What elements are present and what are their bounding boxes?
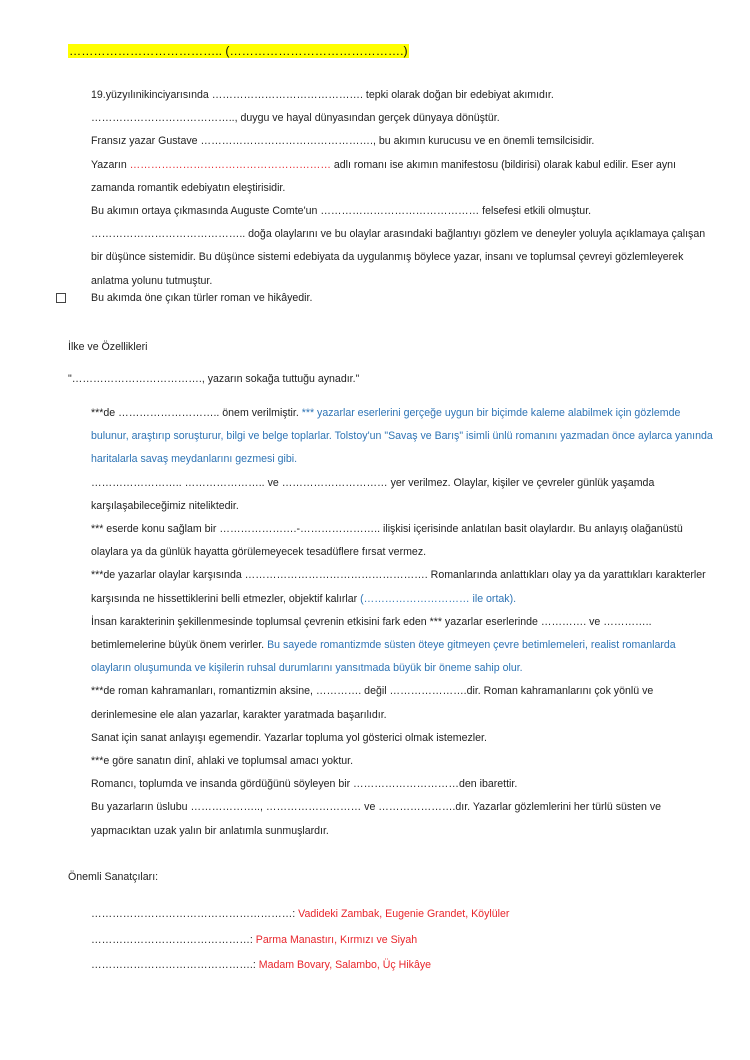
- property-note: Bu sayede romantizmde süsten öteye gitmeyen çevre betimlemeleri, realist romanlarda olayların oluşumunda ve kişilerin ruhsal durumlarını yansıtmada büyük bir öneme sahip olur.: [91, 639, 676, 675]
- manifesto-paragraph: [91, 154, 716, 200]
- artist-works: Parma Manastırı, Kırmızı ve Siyah: [252, 933, 418, 946]
- property-item: Sanat için sanat anlayışı egemendir. Yazarlar topluma yol gösterici olmak istemezler.: [91, 731, 487, 744]
- comte-paragraph: Bu akımın ortaya çıkmasında Auguste Comte'un ……………………………………… felsefesi etkili olmuştur.: [91, 205, 592, 218]
- artist-item: [91, 928, 509, 954]
- property-note: *** yazarlar eserlerini gerçeğe uygun bir biçimde kaleme alabilmek için gözlemde bulunur, araştırıp soruşturur, bilgi ve belge toplarlar. Tolstoy'un "Savaş ve Barış" isimli ünlü romanını yazmadan önce aylarca yanında haritalarla savaş meydanlarını gezmesi gibi.: [91, 407, 713, 466]
- intro-line: 19.yüzyılınikinciyarısında ……………………………………. tepki olarak doğan bir edebiyat akımıdır.: [91, 89, 554, 101]
- properties-heading: İlke ve Özellikleri: [68, 341, 148, 353]
- property-text: ***de ……………………….. önem verilmiştir.: [91, 407, 302, 419]
- artist-blank: ………………………………………:: [91, 933, 253, 946]
- property-item: Bu yazarların üslubu ……………….., ……………………… ve ………………….dır. Yazarlar gözlemlerini her türlü süsten ve yapmacıktan uzak yalın bir anlatımla sunmuşlardır.: [91, 801, 662, 837]
- property-note: (………………………… ile ortak).: [360, 592, 517, 605]
- property-text: ***de yazarlar olaylar karşısında ……………………………………………. Romanlarında anlattıkları olay ya da yarattıkları karakterler karşısında ne hissettiklerini belli etmezler, objektif kalırlar: [91, 569, 706, 605]
- intro-section: [91, 84, 716, 293]
- manifesto-blank: …………………………………………………: [129, 158, 331, 171]
- artists-list: [91, 902, 509, 979]
- intro-line: Fransız yazar Gustave …………………………………………., bu akımın kurucusu ve en önemli temsilcisidir.: [91, 135, 595, 148]
- property-item: ***e göre sanatın dinî, ahlaki ve toplumsal amacı yoktur.: [91, 755, 354, 768]
- artist-item: [91, 953, 509, 979]
- property-text: İnsan karakterinin şekillenmesinde toplumsal çevrenin etkisini fark eden *** yazarlar eserlerinde …………. ve ………….. betimlemelerine büyük önem verirler.: [91, 615, 652, 652]
- artist-item: [91, 902, 509, 928]
- checkbox-bullet-icon: [56, 293, 66, 303]
- mirror-quote: "………………………………., yazarın sokağa tuttuğu aynadır.": [68, 373, 360, 385]
- property-item: …………………….. ………………….. ve ………………………… yer verilmez. Olaylar, kişiler ve çevreler günlük yaşamda karşılaşabileceğimiz niteliktedir.: [91, 476, 655, 512]
- artist-works: Vadideki Zambak, Eugenie Grandet, Köylüler: [295, 908, 510, 920]
- manifesto-before: Yazarın: [91, 158, 130, 171]
- genre-bullet: Bu akımda öne çıkan türler roman ve hikâyedir.: [91, 292, 313, 304]
- positivism-paragraph: …………………………………….. doğa olaylarını ve bu olaylar arasındaki bağlantıyı gözlem ve deneyler yoluyla açıklamaya çalışan bir düşünce sistemidir. Bu düşünce sistemi edebiyata da uygulanmış böylece yazar, insanı ve toplumsal çevreyi gözlemleyerek anlatma yolunu tutmuştur.: [91, 228, 706, 287]
- properties-list: [91, 402, 716, 843]
- artist-blank: …………………………………………………:: [91, 908, 296, 920]
- manifesto-after: adlı romanı ise akımın manifestosu (bildirisi) olarak kabul edilir. Eser aynı zamanda romantik edebiyatın eleştirisidir.: [91, 158, 676, 194]
- artists-heading: Önemli Sanatçıları:: [68, 871, 159, 883]
- property-item: *** eserde konu sağlam bir ………………….-………………….. ilişkisi içerisinde anlatılan basit olaylardır. Bu anlayış olağanüstü olaylara ya da günlük hayatta görülemeyecek tesadüflere fırsat vermez.: [91, 523, 683, 559]
- property-item: [91, 402, 716, 472]
- property-item: ***de roman kahramanları, romantizmin aksine, …………. değil ………………….dir. Roman kahramanlarını çok yönlü ve derinlemesine ele alan yazarlar, karakter yaratmada başarılıdır.: [91, 685, 654, 721]
- page-title: ……………………………….. (…………………………………….): [69, 44, 408, 58]
- property-item: [91, 611, 716, 681]
- property-item: [91, 564, 716, 610]
- property-item: Romancı, toplumda ve insanda gördüğünü söyleyen bir …………………………den ibarettir.: [91, 778, 518, 791]
- artist-blank: ……………………………………….:: [91, 959, 256, 972]
- intro-line: ………………………………….., duygu ve hayal dünyasından gerçek dünyaya dönüştür.: [91, 112, 500, 125]
- artist-works: Madam Bovary, Salambo, Üç Hikâye: [255, 959, 432, 972]
